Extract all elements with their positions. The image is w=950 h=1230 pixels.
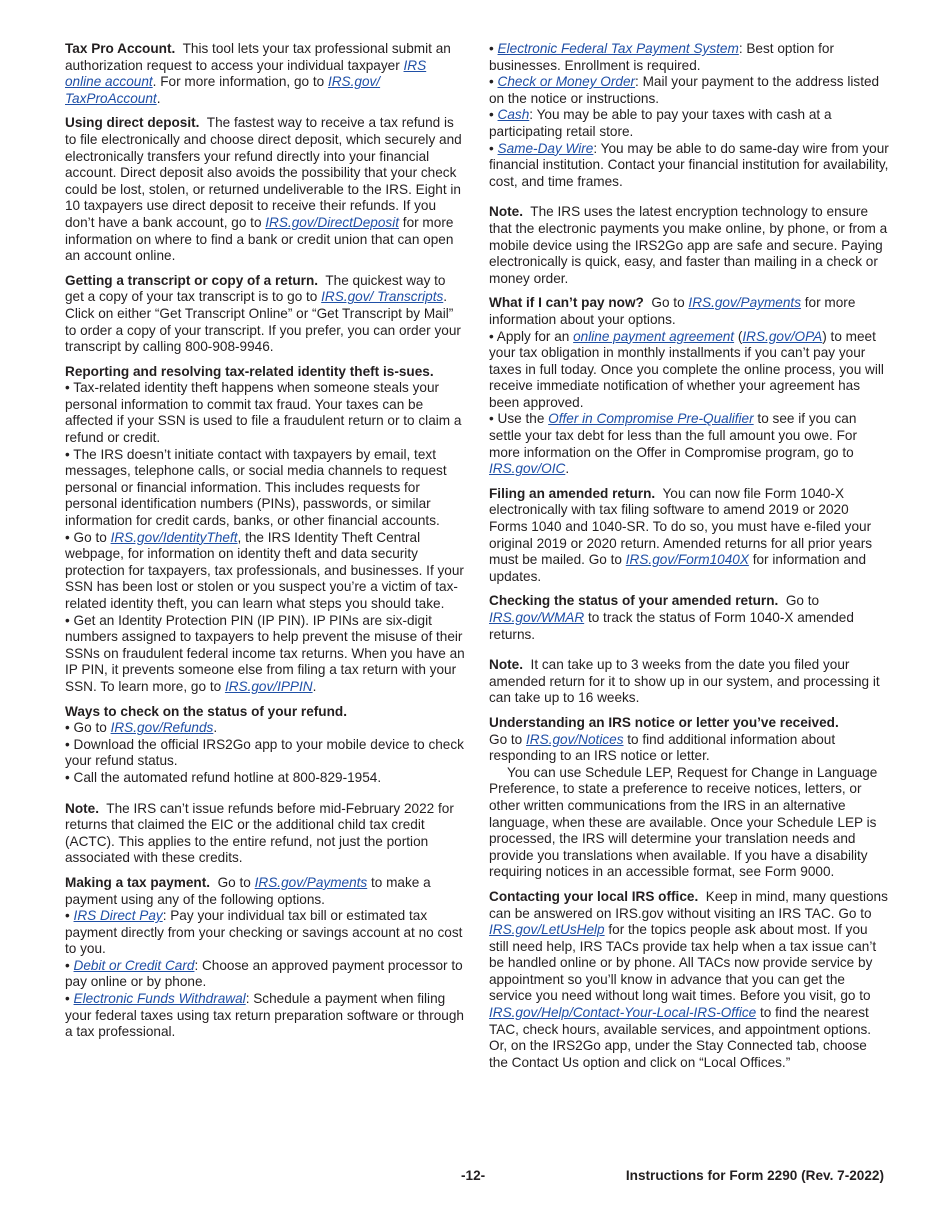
text: Keep in mind, many questions can be answered on IRS.gov without visiting an IRS TAC. Go to bbox=[489, 888, 888, 921]
local-office-paragraph bbox=[489, 889, 889, 1072]
text: : Best option for businesses. Enrollment is required. bbox=[489, 41, 835, 73]
text: Apply for an bbox=[496, 328, 574, 344]
irs-online-account-link[interactable]: IRS online account bbox=[65, 57, 427, 90]
text: . bbox=[213, 720, 218, 736]
direct-deposit-heading: Using direct deposit. bbox=[65, 115, 200, 131]
text: to track the status of Form 1040-X amended returns. bbox=[489, 610, 854, 642]
right-column bbox=[489, 41, 889, 1079]
heading-text: Ways to check on the status of your refund. bbox=[65, 703, 347, 719]
payments-link[interactable]: IRS.gov/Payments bbox=[688, 295, 801, 311]
bullet-item: • Use the Offer in Compromise Pre-Qualifier to see if you can settle your tax debt for less than the full amount you owe. For more information on the Offer in Compromise program, go to IRS.gov/OIC. bbox=[489, 411, 857, 477]
text: : You may be able to pay your taxes with cash at a participating retail store. bbox=[489, 107, 832, 139]
irs-notice-heading bbox=[489, 715, 889, 732]
text: Download the official IRS2Go app to your mobile device to check your refund status. bbox=[65, 736, 464, 769]
text: The IRS can’t issue refunds before mid-February 2022 for returns that claimed the EIC or the additional child tax credit (ACTC). This applies to the entire refund, not just the portion associated with these credits. bbox=[65, 800, 454, 866]
online-payment-agreement-link[interactable]: online payment agreement bbox=[573, 328, 735, 344]
debit-credit-card-link[interactable]: Debit or Credit Card bbox=[73, 957, 195, 973]
text: Go to bbox=[73, 529, 111, 545]
text: The IRS uses the latest encryption technology to ensure that the electronic payments you make online, by phone, or from a mobile device using the IRS2Go app are safe and secure. Paying electronically is quick, easy, and faster than mailing in a check or money order. bbox=[489, 204, 888, 286]
text: . For more information, go to bbox=[152, 74, 328, 90]
notices-link[interactable]: IRS.gov/Notices bbox=[526, 731, 624, 747]
text: : Schedule a payment when filing your federal taxes using tax return preparation software or through a tax professional. bbox=[65, 991, 464, 1040]
letushelp-link[interactable]: IRS.gov/LetUsHelp bbox=[489, 922, 605, 938]
same-day-wire-link[interactable]: Same-Day Wire bbox=[497, 140, 594, 156]
left-column bbox=[65, 41, 465, 1041]
offer-in-compromise-link[interactable]: Offer in Compromise Pre-Qualifier bbox=[548, 411, 754, 427]
heading-text: Reporting and resolving tax-related identity theft is-sues. bbox=[65, 363, 434, 379]
bullet-item: • Cash: You may be able to pay your taxes with cash at a participating retail store. bbox=[489, 107, 832, 139]
transcript-paragraph bbox=[65, 273, 465, 356]
cant-pay-heading: What if I can’t pay now? bbox=[489, 295, 644, 311]
text: Get an Identity Protection PIN (IP PIN). IP PINs are six-digit numbers assigned to taxpayers to help prevent the misuse of their SSNs on fraudulent federal income tax returns. When you have an IP PIN, it prevents someone else from filing a tax return with your SSN. To learn more, go to bbox=[65, 612, 465, 694]
text: , the IRS Identity Theft Central webpage, for information on identity theft and data security protection for taxpayers, tax professionals, and businesses. If your SSN has been lost or stolen or you suspect you’re a victim of tax-related identity theft, you can learn what steps you should take. bbox=[65, 529, 464, 611]
encryption-note-paragraph bbox=[489, 204, 889, 287]
refund-status-heading bbox=[65, 704, 465, 721]
bullet-item: • Go to IRS.gov/IdentityTheft, the IRS Identity Theft Central webpage, for information on identity theft and data security protection for taxpayers, tax professionals, and businesses. If your SSN has been lost or stolen or you suspect you’re a victim of tax-related identity theft, you can learn what steps you should take. bbox=[65, 529, 464, 611]
text: for more information about your options. bbox=[489, 295, 856, 327]
text: : Choose an approved payment processor to pay online or by phone. bbox=[65, 957, 463, 990]
identity-theft-link[interactable]: IRS.gov/IdentityTheft bbox=[110, 529, 238, 545]
bullet-item: • IRS Direct Pay: Pay your individual tax bill or estimated tax payment directly from your checking or savings account at no cost to you. bbox=[65, 908, 463, 957]
text: . Click on either “Get Transcript Online” or “Get Transcript by Mail” to order a copy of your transcript. If you prefer, you can order your transcript by calling 800-908-9946. bbox=[65, 289, 461, 355]
taxproaccount-link[interactable]: IRS.gov/ TaxProAccount bbox=[65, 74, 381, 106]
wmar-link[interactable]: IRS.gov/WMAR bbox=[489, 610, 585, 625]
bullet-item: • Get an Identity Protection PIN (IP PIN). IP PINs are six-digit numbers assigned to taxpayers to help prevent the misuse of their SSNs on fraudulent federal income tax returns. When you have an IP PIN, it prevents someone else from filing a tax return with your SSN. To learn more, go to IRS.gov/IPPIN. bbox=[65, 612, 465, 694]
cash-link[interactable]: Cash bbox=[497, 107, 530, 123]
text: for the topics people ask about most. If you still need help, IRS TACs provide tax help when a tax issue can’t be handled online or by phone. All TACs now provide service by appointment so you’ll know in advance that you can get the service you need without long wait times. Before you visit, go to bbox=[489, 922, 877, 1004]
form1040x-link[interactable]: IRS.gov/Form1040X bbox=[625, 552, 749, 568]
page-number: -12- bbox=[461, 1168, 486, 1183]
identity-theft-heading bbox=[65, 364, 465, 381]
bullet-item: • Electronic Funds Withdrawal: Schedule a payment when filing your federal taxes using tax return preparation software or through a tax professional. bbox=[65, 991, 464, 1040]
text: to see if you can settle your tax debt for less than the full amount you owe. For more information on the Offer in Compromise program, go to bbox=[489, 411, 857, 460]
payments-link[interactable]: IRS.gov/Payments bbox=[254, 874, 368, 890]
oic-link[interactable]: IRS.gov/OIC bbox=[489, 461, 566, 477]
bullet-item: • Check or Money Order: Mail your payment to the address listed on the notice or instructions. bbox=[489, 74, 880, 106]
text: : You may be able to do same-day wire from your financial institution. Contact your financial institution for availability, cost, and time frames. bbox=[489, 140, 889, 189]
tax-payment-paragraph bbox=[65, 875, 465, 908]
text: : Pay your individual tax bill or estimated tax payment directly from your checking or savings account at no cost to you. bbox=[65, 908, 463, 957]
text: to find the nearest TAC, check hours, available services, and appointment options. Or, on the IRS2Go app, under the Stay Connected tab, choose the Contact Us option and click on “Local Offices.” bbox=[489, 1005, 872, 1070]
bullet-item: • Tax-related identity theft happens when someone steals your personal information to commit tax fraud. Your taxes can be affected if your SSN is used to file a fraudulent return or to claim a refund or credit. bbox=[65, 380, 462, 446]
bullet-item: • Download the official IRS2Go app to your mobile device to check your refund status. bbox=[65, 736, 464, 769]
text: Go to bbox=[489, 731, 527, 747]
page-footer bbox=[0, 1168, 950, 1186]
refunds-link[interactable]: IRS.gov/Refunds bbox=[110, 720, 214, 736]
note-heading: Note. bbox=[65, 800, 99, 816]
schedule-lep-paragraph: You can use Schedule LEP, Request for Change in Language Preference, to state a preference to receive notices, letters, or other written communications from the IRS in an alternative language, when these are available. Once your Schedule LEP is processed, the IRS will determine your translation needs and provide you translations when available. If you have a disability requiring notices in an accessible format, see Form 9000. bbox=[489, 764, 878, 880]
irs-notice-paragraph bbox=[489, 732, 889, 765]
text: Tax-related identity theft happens when someone steals your personal information to commit tax fraud. Your taxes can be affected if your SSN is used to file a fraudulent return or to claim a refund or credit. bbox=[65, 380, 462, 446]
text: for more information on where to find a bank or credit union that can open an account online. bbox=[65, 214, 454, 264]
text: Go to bbox=[217, 874, 255, 890]
local-office-heading: Contacting your local IRS office. bbox=[489, 888, 699, 904]
direct-deposit-paragraph bbox=[65, 115, 465, 264]
text: Use the bbox=[497, 411, 549, 427]
note-heading: Note. bbox=[489, 204, 523, 220]
cant-pay-paragraph bbox=[489, 295, 889, 328]
text: . bbox=[312, 678, 317, 694]
ippin-link[interactable]: IRS.gov/IPPIN bbox=[224, 678, 313, 694]
text: The IRS doesn’t initiate contact with taxpayers by email, text messages, telephone calls, or social media channels to request personal or financial information. This includes requests for personal identification numbers (PINs), passwords, or similar information for credit cards, banks, or other financial accounts. bbox=[65, 446, 447, 529]
text: to make a payment using any of the following options. bbox=[65, 874, 431, 907]
text: . bbox=[156, 90, 161, 106]
text: The quickest way to get a copy of your tax transcript is to go to bbox=[65, 272, 446, 305]
amended-note-paragraph bbox=[489, 657, 889, 707]
refund-note-paragraph bbox=[65, 801, 465, 867]
bullet-item: • Electronic Federal Tax Payment System: Best option for businesses. Enrollment is required. bbox=[489, 41, 835, 73]
form-title: Instructions for Form 2290 (Rev. 7-2022) bbox=[625, 1168, 884, 1183]
text: You can now file Form 1040-X electronically with tax filing software to amend 2019 or 2020 Forms 1040 and 1040-SR. To do so, you must have e-filed your original 2019 or 2020 return. Amended returns for all prior years must be mailed. Go to bbox=[489, 485, 873, 568]
bullet-item: • Same-Day Wire: You may be able to do same-day wire from your financial institution. Contact your financial institution for availability, cost, and time frames. bbox=[489, 140, 889, 189]
text: The fastest way to receive a tax refund is to file electronically and choose direct deposit, which securely and electronically transfers your refund directly into your financial account. Direct deposit also avoids the possibility that your check could be lost, stolen, or returned undeliverable to the IRS. Eight in 10 taxpayers use direct deposit to receive their refunds. If you don’t have a bank account, go to bbox=[65, 115, 462, 230]
amended-return-paragraph bbox=[489, 486, 889, 586]
text: ( bbox=[734, 328, 743, 344]
text: Go to bbox=[785, 593, 820, 609]
bullet-item: • Call the automated refund hotline at 800-829-1954. bbox=[65, 769, 382, 785]
direct-deposit-link[interactable]: IRS.gov/DirectDeposit bbox=[265, 214, 400, 230]
contact-local-office-link[interactable]: IRS.gov/Help/Contact-Your-Local-IRS-Office bbox=[489, 1005, 757, 1021]
eftps-link[interactable]: Electronic Federal Tax Payment System bbox=[497, 41, 739, 56]
amended-return-heading: Filing an amended return. bbox=[489, 485, 656, 501]
bullet-item: • Go to IRS.gov/Refunds. bbox=[65, 720, 218, 736]
note-heading: Note. bbox=[489, 657, 523, 673]
check-money-order-link[interactable]: Check or Money Order bbox=[497, 74, 636, 90]
text: ) to meet your tax obligation in monthly installments if you can’t pay your taxes in full today. Once you complete the online process, you will receive immediate notification of whether your agreement has been approved. bbox=[489, 328, 884, 410]
amended-status-paragraph bbox=[489, 593, 889, 643]
text: This tool lets your tax professional submit an authorization request to access your individual taxpayer bbox=[65, 41, 451, 73]
text: It can take up to 3 weeks from the date you filed your amended return for it to show up in our system, and processing it can take up to 16 weeks. bbox=[489, 657, 880, 706]
electronic-funds-withdrawal-link[interactable]: Electronic Funds Withdrawal bbox=[73, 991, 246, 1007]
text: Go to bbox=[651, 295, 689, 311]
irs-direct-pay-link[interactable]: IRS Direct Pay bbox=[73, 908, 163, 924]
tax-pro-account-paragraph bbox=[65, 41, 465, 107]
bullet-item: • The IRS doesn’t initiate contact with taxpayers by email, text messages, telephone calls, or social media channels to request personal or financial information. This includes requests for personal identification numbers (PINs), passwords, or similar information for credit cards, banks, or other financial accounts. bbox=[65, 446, 447, 529]
text: Call the automated refund hotline at 800-829-1954. bbox=[73, 769, 382, 785]
text: . bbox=[565, 461, 570, 477]
text: Go to bbox=[73, 720, 111, 736]
transcripts-link[interactable]: IRS.gov/ Transcripts bbox=[321, 289, 444, 305]
bullet-item: • Debit or Credit Card: Choose an approved payment processor to pay online or by phone. bbox=[65, 957, 463, 990]
text: : Mail your payment to the address listed on the notice or instructions. bbox=[489, 74, 880, 106]
heading-text: Understanding an IRS notice or letter you’ve received. bbox=[489, 714, 839, 730]
transcript-heading: Getting a transcript or copy of a return. bbox=[65, 272, 319, 288]
tax-payment-heading: Making a tax payment. bbox=[65, 874, 211, 890]
text: for information and updates. bbox=[489, 552, 867, 584]
amended-status-heading: Checking the status of your amended return. bbox=[489, 593, 779, 609]
tax-pro-heading: Tax Pro Account. bbox=[65, 41, 176, 56]
bullet-item: • Apply for an online payment agreement (IRS.gov/OPA) to meet your tax obligation in monthly installments if you can’t pay your taxes in full today. Once you complete the online process, you will receive immediate notification of whether your agreement has been approved. bbox=[489, 328, 884, 410]
opa-link[interactable]: IRS.gov/OPA bbox=[742, 328, 823, 344]
text: to find additional information about responding to an IRS notice or letter. bbox=[489, 731, 836, 764]
